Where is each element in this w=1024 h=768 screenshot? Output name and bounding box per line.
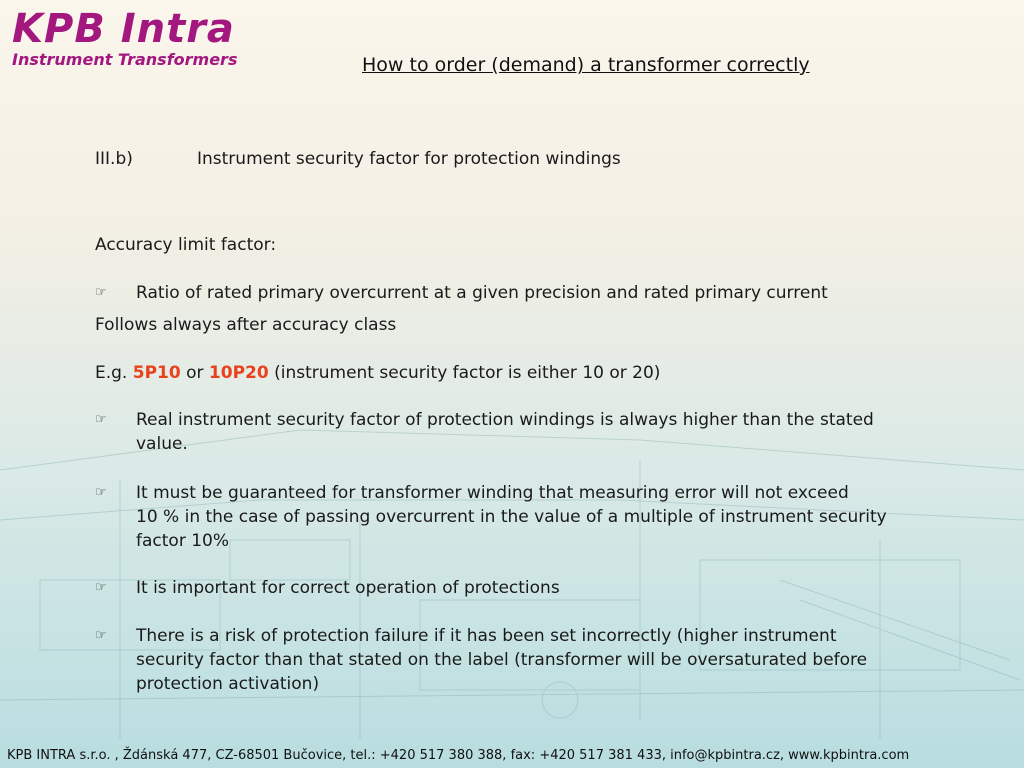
example-code-2: 10P20 <box>208 363 269 383</box>
pointing-hand-icon: ☞ <box>95 485 107 500</box>
example-line <box>95 361 660 385</box>
section-title: Instrument security factor for protection windings <box>197 149 621 169</box>
logo-title: KPB Intra <box>12 6 235 52</box>
section-heading <box>95 149 621 169</box>
example-suffix: (instrument security factor is either 10 or 20) <box>274 363 661 383</box>
follows-text: Follows always after accuracy class <box>95 315 397 335</box>
pointing-hand-icon: ☞ <box>95 580 107 595</box>
example-or: or <box>186 363 204 383</box>
bullet-text-line: protection activation) <box>136 674 320 694</box>
footer-contact: KPB INTRA s.r.o. , Ždánská 477, CZ-68501 Bučovice, tel.: +420 517 380 388, fax: +420 517 381 433, info@kpbintra.cz, www.kpbintra.com <box>7 748 910 763</box>
bullet-text: It is important for correct operation of protections <box>136 578 560 598</box>
bullet-item <box>95 624 1020 696</box>
bullet-text-line: security factor than that stated on the label (transformer will be oversaturated before <box>136 650 868 670</box>
bullet-text-line: value. <box>136 434 188 454</box>
example-prefix: E.g. <box>95 363 128 383</box>
pointing-hand-icon: ☞ <box>95 412 107 427</box>
logo-subtitle: Instrument Transformers <box>12 50 238 69</box>
bullet-item <box>95 576 1020 600</box>
bullet-item <box>95 481 1020 553</box>
page-heading: How to order (demand) a transformer correctly <box>362 54 810 76</box>
company-logo <box>12 6 237 70</box>
pointing-hand-icon: ☞ <box>95 285 107 300</box>
pointing-hand-icon: ☞ <box>95 628 107 643</box>
bullet-text-line: Real instrument security factor of protection windings is always higher than the stated <box>136 410 874 430</box>
example-code-1: 5P10 <box>132 363 181 383</box>
section-number: III.b) <box>95 149 133 169</box>
bullet-text-line: It must be guaranteed for transformer winding that measuring error will not exceed <box>136 483 849 503</box>
bullet-text: Ratio of rated primary overcurrent at a given precision and rated primary current <box>136 283 828 303</box>
accuracy-label: Accuracy limit factor: <box>95 235 277 255</box>
bullet-text-line: There is a risk of protection failure if it has been set incorrectly (higher instrument <box>136 626 837 646</box>
bullet-item <box>95 408 1020 456</box>
bullet-text-line: 10 % in the case of passing overcurrent in the value of a multiple of instrument security <box>136 507 887 527</box>
bullet-text-line: factor 10% <box>136 531 229 551</box>
bullet-item <box>95 281 1020 305</box>
